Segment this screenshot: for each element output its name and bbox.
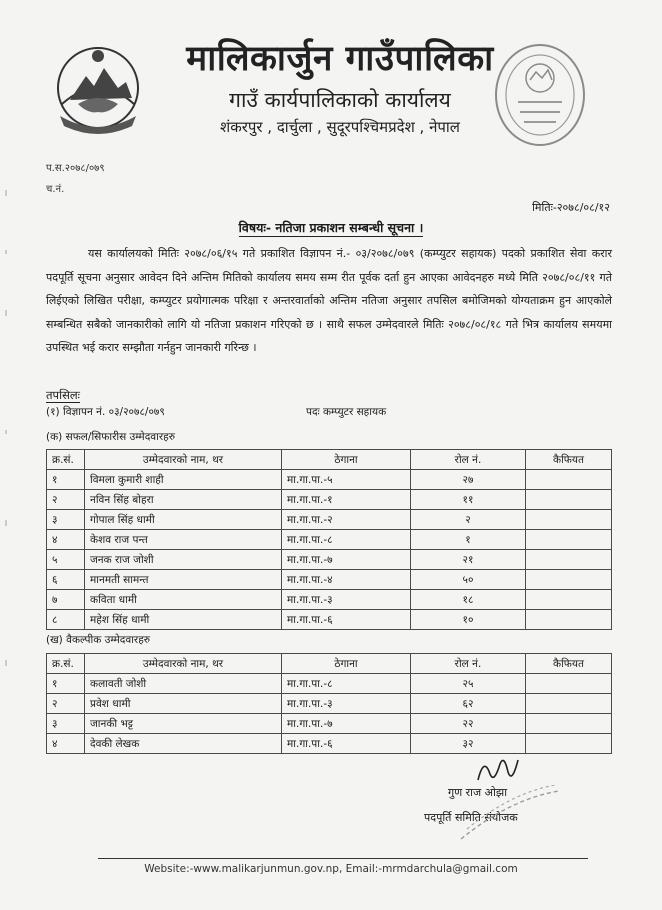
table-header-row	[47, 450, 612, 470]
vacancy-line	[46, 405, 446, 419]
remarks-cell	[526, 610, 612, 630]
address-cell: मा.गा.पा.-२	[282, 510, 411, 530]
column-header: क्र.सं.	[47, 450, 85, 470]
name-cell: जनक राज जोशी	[85, 550, 282, 570]
subject-text: विषयः- नतिजा प्रकाशन सम्बन्धी सूचना ।	[238, 220, 424, 235]
remarks-cell	[526, 470, 612, 490]
scan-edge-marks	[4, 190, 8, 690]
table-row	[47, 510, 612, 530]
table-row	[47, 674, 612, 694]
handwritten-signature	[470, 750, 540, 790]
serial-cell: ४	[47, 530, 85, 550]
dispatch-number: च.नं.	[46, 184, 65, 195]
notice-body	[46, 242, 612, 360]
remarks-cell	[526, 530, 612, 550]
address-cell: मा.गा.पा.-७	[282, 550, 411, 570]
address-cell: मा.गा.पा.-५	[282, 470, 411, 490]
roll-cell: ५०	[411, 570, 526, 590]
name-cell: नविन सिंह बोहरा	[85, 490, 282, 510]
address-cell: मा.गा.पा.-६	[282, 734, 411, 754]
table-row	[47, 570, 612, 590]
column-header: क्र.सं.	[47, 654, 85, 674]
remarks-cell	[526, 674, 612, 694]
remarks-cell	[526, 550, 612, 570]
footer-divider	[98, 858, 588, 859]
serial-cell: ४	[47, 734, 85, 754]
alternate-table-body	[47, 674, 612, 754]
address-cell: मा.गा.पा.-३	[282, 694, 411, 714]
tapsil-heading	[46, 388, 80, 403]
address-cell: मा.गा.पा.-१	[282, 490, 411, 510]
remarks-cell	[526, 510, 612, 530]
address-cell: मा.गा.पा.-७	[282, 714, 411, 734]
alternate-candidates-table	[46, 653, 612, 754]
column-header: उम्मेदवारको नाम, थर	[85, 450, 282, 470]
remarks-cell	[526, 570, 612, 590]
serial-cell: ३	[47, 714, 85, 734]
roll-cell: ६२	[411, 694, 526, 714]
table-row	[47, 610, 612, 630]
name-cell: विमला कुमारी शाही	[85, 470, 282, 490]
municipality-title: मालिकार्जुन गाउँपालिका	[186, 39, 494, 79]
column-header: रोल नं.	[411, 654, 526, 674]
roll-cell: १०	[411, 610, 526, 630]
committee-stamp-icon	[455, 785, 565, 845]
address-cell: मा.गा.पा.-८	[282, 530, 411, 550]
serial-cell: ७	[47, 590, 85, 610]
serial-cell: २	[47, 490, 85, 510]
serial-cell: ३	[47, 510, 85, 530]
alternate-label: (ख) वैकल्पीक उम्मेदवारहरु	[46, 634, 151, 646]
vacancy-number: (१) विज्ञापन नं. ०३/२०७८/०७९	[46, 406, 165, 418]
roll-cell: २२	[411, 714, 526, 734]
roll-cell: ३२	[411, 734, 526, 754]
table-header-row	[47, 654, 612, 674]
name-cell: कविता धामी	[85, 590, 282, 610]
name-cell: प्रवेश धामी	[85, 694, 282, 714]
column-header: कैफियत	[526, 450, 612, 470]
name-cell: कलावती जोशी	[85, 674, 282, 694]
column-header: कैफियत	[526, 654, 612, 674]
remarks-cell	[526, 694, 612, 714]
remarks-cell	[526, 590, 612, 610]
signatory-title: पदपूर्ति समिति संयोजक	[424, 811, 518, 824]
serial-cell: ६	[47, 570, 85, 590]
table-row	[47, 470, 612, 490]
serial-cell: ८	[47, 610, 85, 630]
column-header: रोल नं.	[411, 450, 526, 470]
contact-footer: Website:-www.malikarjunmun.gov.np, Email:-mrmdarchula@gmail.com	[144, 863, 518, 875]
roll-cell: २७	[411, 470, 526, 490]
name-cell: जानकी भट्ट	[85, 714, 282, 734]
remarks-cell	[526, 490, 612, 510]
roll-cell: २५	[411, 674, 526, 694]
office-address: शंकरपुर , दार्चुला , सुदूरपश्चिमप्रदेश , नेपाल	[220, 118, 460, 136]
serial-cell: १	[47, 674, 85, 694]
address-cell: मा.गा.पा.-३	[282, 590, 411, 610]
roll-cell: २	[411, 510, 526, 530]
tapsil-text: तपसिलः	[46, 388, 80, 402]
notice-date: मितिः-२०७८/०८/१२	[532, 201, 610, 214]
table-row	[47, 490, 612, 510]
body-text: यस कार्यालयको मितिः २०७८/०६/१५ गते प्रकाशित विज्ञापन नं.- ०३/२०७८/०७९ (कम्प्युटर सहायक) पदको प्रकाशित सेवा करार पदपूर्ति सूचना अनुसार आवेदन दिने अन्तिम मितिको कार्यालय समय सम्म रीत पूर्वक दर्ता हुन आएका आवेदनहरु मध्ये मिति २०७८/०८/११ गते लिईएको लिखित परीक्षा, कम्प्युटर प्रयोगात्मक परिक्षा र अन्तरवार्ताको अन्तिम नतिजा अनुसार तपसिल बमोजिमको योग्यताक्रम हुन आएकोले सम्बन्धित सबैको जानकारीको लागि यो नतिजा प्रकाशन गरिएको छ । साथै सफल उम्मेदवारले मितिः २०७८/०८/१८ गते भित्र कार्यालय समयमा उपस्थित भई करार सम्झौता गर्नहुन जानकारी गरिन्छ ।	[46, 247, 612, 354]
name-cell: मानमती सामन्त	[85, 570, 282, 590]
signatory-name: गुण राज ओझा	[448, 786, 508, 799]
successful-table-body	[47, 470, 612, 630]
address-cell: मा.गा.पा.-८	[282, 674, 411, 694]
fiscal-year-ref: प.स.२०७८/०७९	[46, 163, 105, 174]
remarks-cell	[526, 714, 612, 734]
roll-cell: १	[411, 530, 526, 550]
successful-candidates-table	[46, 449, 612, 630]
name-cell: देवकी लेखक	[85, 734, 282, 754]
serial-cell: २	[47, 694, 85, 714]
roll-cell: १८	[411, 590, 526, 610]
table-row	[47, 550, 612, 570]
office-seal-icon	[490, 40, 590, 150]
name-cell: गोपाल सिंह धामी	[85, 510, 282, 530]
address-cell: मा.गा.पा.-६	[282, 610, 411, 630]
name-cell: केशव राज पन्त	[85, 530, 282, 550]
roll-cell: ११	[411, 490, 526, 510]
table-row	[47, 694, 612, 714]
column-header: ठेगाना	[282, 654, 411, 674]
nepal-emblem-icon	[48, 42, 148, 134]
notice-subject	[0, 219, 662, 236]
office-subtitle: गाउँ कार्यपालिकाको कार्यालय	[229, 88, 451, 112]
vacancy-post: पदः कम्प्युटर सहायक	[306, 406, 387, 418]
column-header: उम्मेदवारको नाम, थर	[85, 654, 282, 674]
serial-cell: १	[47, 470, 85, 490]
serial-cell: ५	[47, 550, 85, 570]
table-row	[47, 714, 612, 734]
column-header: ठेगाना	[282, 450, 411, 470]
address-cell: मा.गा.पा.-४	[282, 570, 411, 590]
name-cell: महेश सिंह धामी	[85, 610, 282, 630]
table-row	[47, 590, 612, 610]
roll-cell: २१	[411, 550, 526, 570]
successful-label: (क) सफल/सिफारीस उम्मेदवारहरु	[46, 431, 175, 443]
table-row	[47, 530, 612, 550]
